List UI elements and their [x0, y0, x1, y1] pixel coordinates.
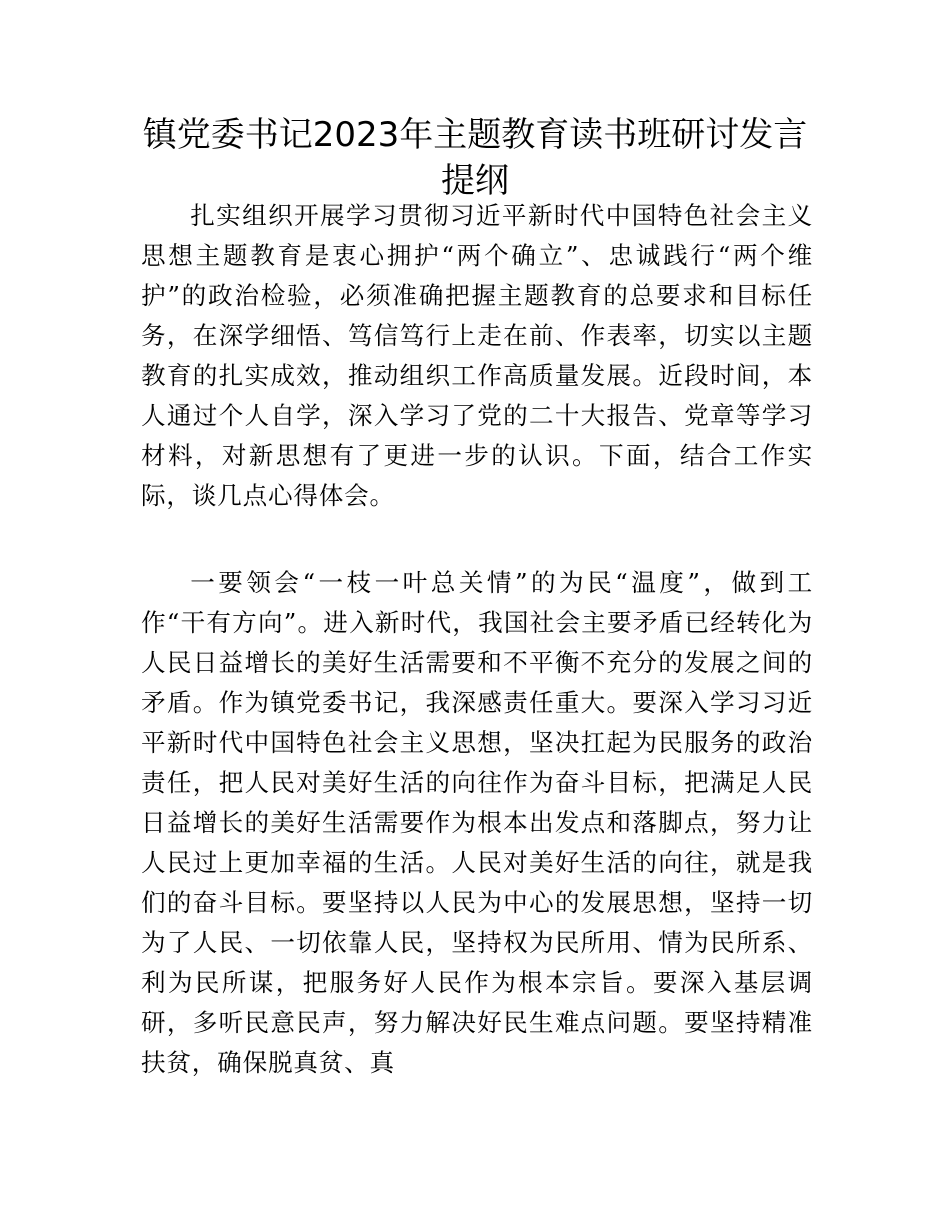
paragraph-intro: 扎实组织开展学习贯彻习近平新时代中国特色社会主义思想主题教育是衷心拥护“两个确立”、忠诚践行“两个维护”的政治检验，必须准确把握主题教育的总要求和目标任务，在深学细悟、笃信笃行上走在前、作表率，切实以主题教育的扎实成效，推动组织工作高质量发展。近段时间，本人通过个人自学，深入学习了党的二十大报告、党章等学习材料，对新思想有了更进一步的认识。下面，结合工作实际，谈几点心得体会。: [141, 201, 813, 510]
document-title: 镇党委书记2023年主题教育读书班研讨发言提纲: [142, 115, 808, 201]
paragraph-point-one: 一要领会“一枝一叶总关情”的为民“温度”，做到工作“干有方向”。进入新时代，我国社会主要矛盾已经转化为人民日益增长的美好生活需要和不平衡不充分的发展之间的矛盾。作为镇党委书记，我深感责任重大。要深入学习习近平新时代中国特色社会主义思想，坚决扛起为民服务的政治责任，把人民对美好生活的向往作为奋斗目标，把满足人民日益增长的美好生活需要作为根本出发点和落脚点，努力让人民过上更加幸福的生活。人民对美好生活的向往，就是我们的奋斗目标。要坚持以人民为中心的发展思想，坚持一切为了人民、一切依靠人民，坚持权为民所用、情为民所系、利为民所谋，把服务好人民作为根本宗旨。要深入基层调研，多听民意民声，努力解决好民生难点问题。要坚持精准扶贫，确保脱真贫、真: [141, 568, 813, 1077]
